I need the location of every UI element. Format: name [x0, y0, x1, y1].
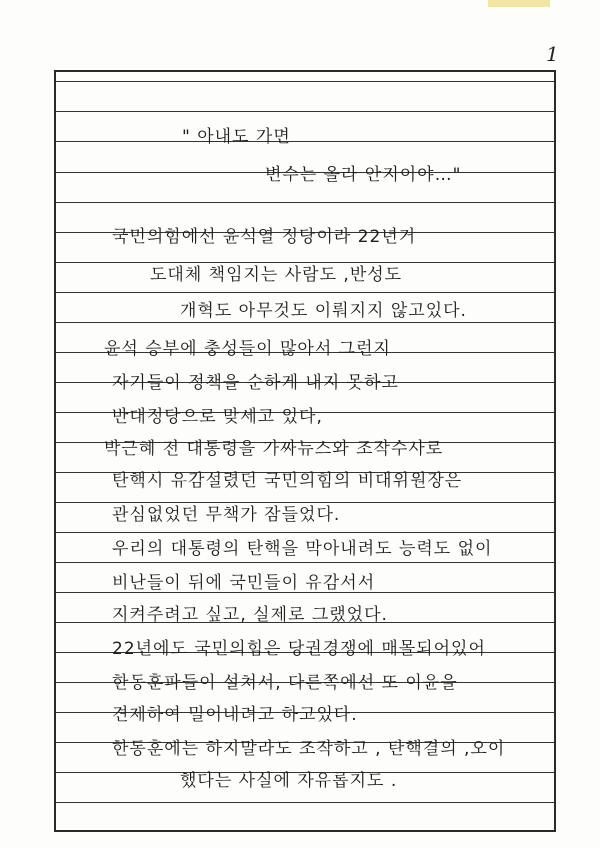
handwritten-line: 견제하여 밀어내려고 하고있다. [112, 705, 358, 725]
yellow-tape-mark [488, 0, 550, 7]
handwritten-line: 박근혜 전 대통령을 가짜뉴스와 조작수사로 [104, 439, 444, 459]
handwritten-line: 개혁도 아무것도 이뤄지지 않고있다. [180, 301, 467, 321]
handwritten-line: 탄핵시 유감설렸던 국민의힘의 비대위원장은 [112, 471, 463, 491]
handwritten-line: 했다는 사실에 자유롭지도 . [180, 771, 398, 791]
handwritten-line: 우리의 대통령의 탄핵을 막아내려도 능력도 없이 [112, 539, 493, 559]
ruled-line [56, 202, 554, 203]
ruled-line [56, 802, 554, 803]
handwritten-line: 도대체 책임지는 사람도 ,반성도 [150, 265, 403, 285]
handwritten-line: 한동훈에는 하지말라도 조작하고 , 탄핵결의 ,오이 [112, 739, 506, 759]
handwritten-line: 윤석 승부에 충성들이 많아서 그런지 [104, 339, 391, 359]
ruled-line [56, 562, 554, 563]
handwritten-line: 반대정당으로 맞세고 있다, [112, 407, 323, 427]
ruled-line [56, 292, 554, 293]
handwritten-line: 비난들이 뒤에 국민들이 유감서서 [112, 573, 376, 593]
handwritten-line: 변수는 올라 안지이야…" [265, 165, 462, 185]
handwritten-line: " 아내도 가면 [182, 127, 291, 147]
handwritten-line: 22년에도 국민의힘은 당권경쟁에 매몰되어있어 [112, 639, 486, 659]
page-number: 1 [546, 42, 559, 66]
ruled-line [56, 111, 554, 112]
handwritten-line: 한동훈파들이 설쳐서, 다른쪽에선 또 이윤을 [112, 673, 458, 693]
handwritten-line: 국민의힘에선 윤석열 정당이라 22년거 [112, 227, 417, 247]
handwritten-line: 지켜주려고 싶고, 실제로 그랬었다. [112, 605, 388, 625]
ruled-line [56, 322, 554, 323]
handwritten-line: 자기들이 정책을 순하게 내지 못하고 [112, 373, 399, 393]
ruled-line [56, 532, 554, 533]
ruled-line [56, 141, 554, 142]
ruled-line [56, 81, 554, 82]
handwritten-line: 관심없었던 무책가 잠들었다. [112, 505, 341, 525]
